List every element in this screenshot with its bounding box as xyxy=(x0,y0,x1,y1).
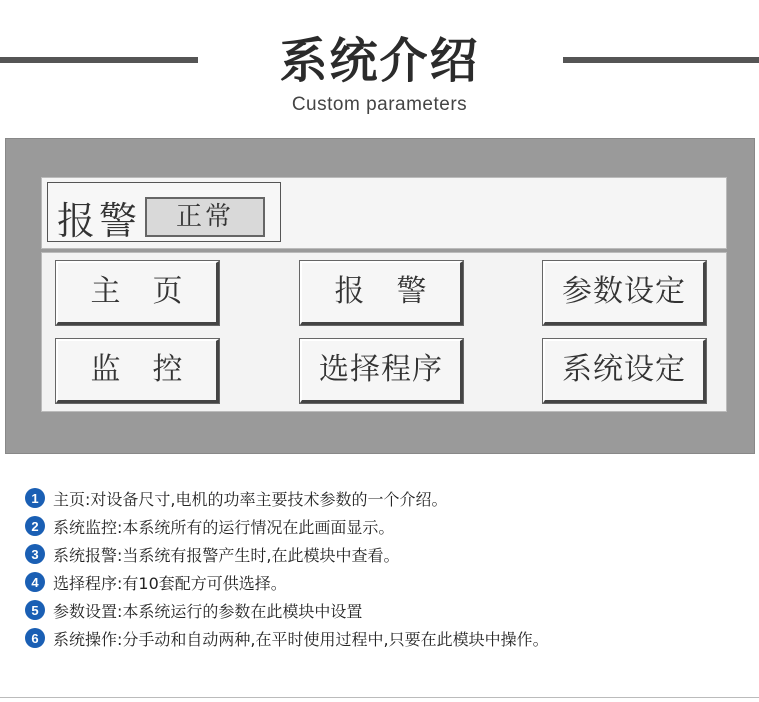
alarm-label: 报警 xyxy=(57,199,142,243)
feature-text: 系统监控:本系统所有的运行情况在此画面显示。 xyxy=(53,517,395,537)
list-item xyxy=(25,596,549,624)
list-item xyxy=(25,540,549,568)
feature-text: 系统操作:分手动和自动两种,在平时使用过程中,只要在此模块中操作。 xyxy=(53,629,549,649)
feature-text: 系统报警:当系统有报警产生时,在此模块中查看。 xyxy=(53,545,400,565)
select-program-button[interactable]: 选择程序 xyxy=(300,339,463,403)
number-badge-icon: 3 xyxy=(25,544,45,564)
home-button[interactable]: 主 页 xyxy=(56,261,219,325)
feature-list xyxy=(25,484,549,652)
number-badge-icon: 4 xyxy=(25,572,45,592)
list-item xyxy=(25,512,549,540)
alarm-status-field: 正常 xyxy=(145,197,265,237)
number-badge-icon: 6 xyxy=(25,628,45,648)
system-settings-button[interactable]: 系统设定 xyxy=(543,339,706,403)
page-title: 系统介绍 xyxy=(279,33,480,89)
list-item xyxy=(25,624,549,652)
list-item xyxy=(25,568,549,596)
list-item xyxy=(25,484,549,512)
menu-button-area xyxy=(41,252,727,412)
feature-text: 选择程序:有10套配方可供选择。 xyxy=(53,573,287,593)
number-badge-icon: 5 xyxy=(25,600,45,620)
hmi-screen xyxy=(5,138,755,454)
alarm-button[interactable]: 报 警 xyxy=(300,261,463,325)
alarm-indicator xyxy=(47,182,281,242)
bottom-divider xyxy=(0,697,759,698)
page-subtitle: Custom parameters xyxy=(291,94,468,115)
number-badge-icon: 2 xyxy=(25,516,45,536)
monitor-button[interactable]: 监 控 xyxy=(56,339,219,403)
param-settings-button[interactable]: 参数设定 xyxy=(543,261,706,325)
alarm-strip xyxy=(41,177,727,249)
feature-text: 参数设置:本系统运行的参数在此模块中设置 xyxy=(53,601,363,621)
feature-text: 主页:对设备尺寸,电机的功率主要技术参数的一个介绍。 xyxy=(53,489,448,509)
number-badge-icon: 1 xyxy=(25,488,45,508)
